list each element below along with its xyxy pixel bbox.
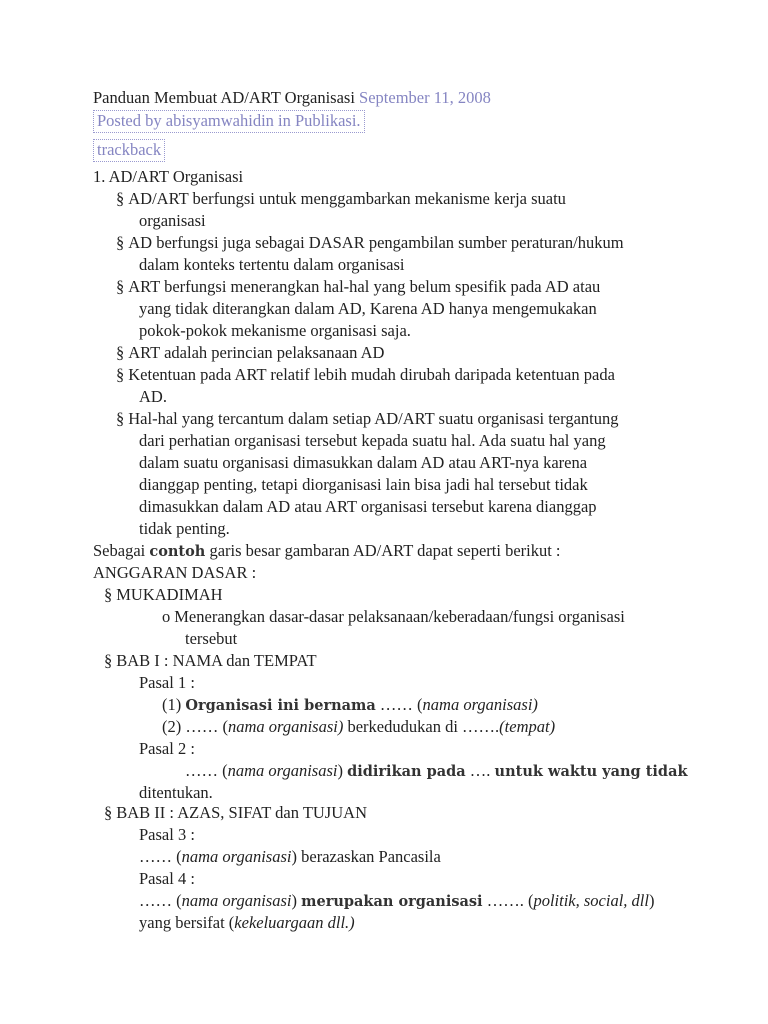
section-bullet: § (116, 277, 125, 296)
clause-text: berkedudukan di ……. (347, 717, 500, 736)
clause-paren-close: ) (291, 847, 297, 866)
clause-italic: nama organisasi (227, 761, 338, 780)
pasal-2-text (185, 760, 688, 783)
clause-dots-2: …. (469, 761, 491, 780)
trackback-line (93, 139, 165, 161)
clause-paren: ( (222, 761, 228, 780)
bab-1-label: BAB I : NAMA dan TEMPAT (116, 651, 317, 670)
section-bullet: § (104, 803, 113, 822)
clause-bold: Organisasi ini bernama (185, 697, 376, 714)
section-bullet: § (116, 365, 125, 384)
clause-paren-close-2: ) (648, 891, 655, 910)
clause-bold: didirikan pada (347, 763, 466, 780)
article-title-line (93, 87, 491, 109)
posted-by-line (93, 110, 365, 132)
pasal-1-label: Pasal 1 : (139, 673, 195, 692)
list-item-cont: dimasukkan dalam AD atau ART organisasi tersebut karena dianggap (139, 497, 597, 516)
clause-paren: ( (222, 717, 228, 736)
clause-italic: nama organisasi) (228, 717, 344, 736)
example-pre: Sebagai (93, 541, 146, 560)
clause-paren: ( (176, 847, 182, 866)
list-item-cont: organisasi (139, 211, 206, 230)
bab-item (104, 650, 317, 672)
example-post: garis besar gambaran AD/ART dapat seperti berikut : (209, 541, 561, 560)
clause-italic-2: politik, social, dll (533, 891, 649, 910)
clause-paren: ( (176, 891, 182, 910)
list-item-text: AD berfungsi juga sebagai DASAR pengambilan sumber peraturan/hukum (128, 233, 624, 252)
list-item-cont: dalam konteks tertentu dalam organisasi (139, 255, 405, 274)
list-item (116, 232, 624, 254)
list-item-cont: tidak penting. (139, 519, 230, 538)
trackback-link[interactable]: trackback (93, 139, 165, 162)
ad-heading: ANGGARAN DASAR : (93, 563, 257, 582)
clause-dots: …… (379, 695, 413, 714)
pasal-4-text (139, 890, 654, 913)
mukadimah-subitem (162, 606, 625, 628)
pasal-3-text (139, 846, 441, 868)
list-item-cont: dianggap penting, tetapi diorganisasi lain bisa jadi hal tersebut tidak (139, 475, 588, 494)
clause-dots: …… (139, 891, 172, 910)
pasal-1-clause-1 (162, 694, 538, 717)
pasal-2-cont: ditentukan. (139, 783, 213, 802)
section-bullet: § (116, 233, 125, 252)
list-item (116, 276, 600, 298)
post-date: September 11, 2008 (359, 88, 491, 107)
list-item (116, 364, 615, 386)
section-bullet: § (104, 651, 113, 670)
list-item-cont: pokok-pokok mekanisme organisasi saja. (139, 321, 411, 340)
clause-paren-close: ) (337, 761, 343, 780)
clause-italic-2: (tempat) (499, 717, 556, 736)
pasal-3-label: Pasal 3 : (139, 825, 195, 844)
pasal-1-clause-2 (162, 716, 555, 738)
mukadimah-text: Menerangkan dasar-dasar pelaksanaan/keberadaan/fungsi organisasi (174, 607, 625, 626)
clause-italic: nama organisasi) (422, 695, 538, 714)
list-item (116, 408, 618, 430)
pasal-4-cont (139, 912, 355, 934)
posted-by-link[interactable]: Posted by abisyamwahidin in Publikasi. (93, 110, 365, 133)
clause-text: yang bersifat ( (139, 913, 235, 932)
article-title: Panduan Membuat AD/ART Organisasi (93, 88, 355, 107)
clause-italic: nama organisasi (181, 891, 292, 910)
example-bold: contoh (149, 543, 206, 560)
bab-2-label: BAB II : AZAS, SIFAT dan TUJUAN (116, 803, 367, 822)
clause-number: (2) …… (162, 717, 219, 736)
clause-dots: …… (139, 847, 172, 866)
mukadimah-text-cont: tersebut (185, 629, 238, 648)
mukadimah-label: MUKADIMAH (116, 585, 223, 604)
pasal-4-label: Pasal 4 : (139, 869, 195, 888)
pasal-2-label: Pasal 2 : (139, 739, 195, 758)
list-item-text: ART berfungsi menerangkan hal-hal yang belum spesifik pada AD atau (128, 277, 601, 296)
clause-italic: nama organisasi (181, 847, 292, 866)
list-item-cont: dari perhatian organisasi tersebut kepada suatu hal. Ada suatu hal yang (139, 431, 606, 450)
list-item-text: ART adalah perincian pelaksanaan AD (128, 343, 385, 362)
clause-dots: …… (185, 761, 218, 780)
section-bullet: § (104, 585, 113, 604)
section-heading: 1. AD/ART Organisasi (93, 167, 244, 186)
list-item (116, 342, 384, 364)
list-item-cont: AD. (139, 387, 167, 406)
section-bullet: § (116, 189, 125, 208)
clause-paren: ( (417, 695, 423, 714)
example-intro (93, 540, 561, 563)
clause-number: (1) (162, 695, 182, 714)
clause-dots-2: ……. ( (486, 891, 534, 910)
list-item (116, 188, 566, 210)
clause-italic-3: kekeluargaan dll.) (234, 913, 355, 932)
clause-paren-close: ) (291, 891, 297, 910)
section-bullet: § (116, 409, 125, 428)
sub-bullet: o (162, 607, 171, 626)
section-bullet: § (116, 343, 125, 362)
list-item-text: AD/ART berfungsi untuk menggambarkan mekanisme kerja suatu (128, 189, 566, 208)
bab-item (104, 802, 367, 824)
clause-bold: merupakan organisasi (301, 893, 483, 910)
clause-text: berazaskan Pancasila (301, 847, 441, 866)
mukadimah-item (104, 584, 223, 606)
list-item-cont: yang tidak diterangkan dalam AD, Karena AD hanya mengemukakan (139, 299, 597, 318)
list-item-cont: dalam suatu organisasi dimasukkan dalam AD atau ART-nya karena (139, 453, 588, 472)
list-item-text: Ketentuan pada ART relatif lebih mudah dirubah daripada ketentuan pada (128, 365, 615, 384)
clause-bold-2: untuk waktu yang tidak (494, 763, 688, 780)
list-item-text: Hal-hal yang tercantum dalam setiap AD/ART suatu organisasi tergantung (128, 409, 619, 428)
